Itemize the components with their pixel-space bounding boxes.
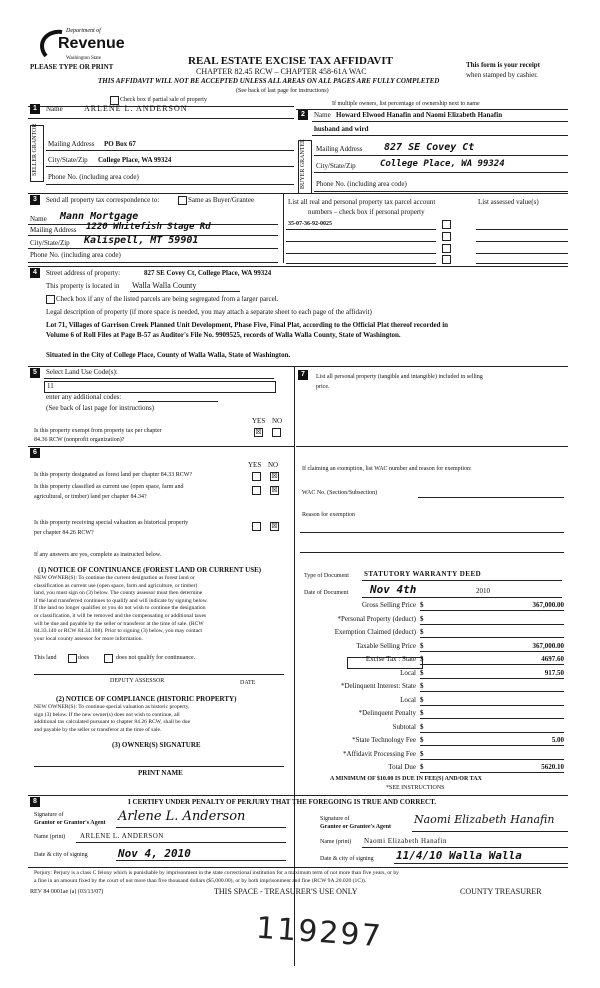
- current-use-question-2: agricultural, or timber) land per chapter 84.34?: [34, 494, 147, 500]
- send-correspondence-label: Send all property tax correspondence to:: [46, 196, 160, 204]
- notice-line: will be due and payable by the seller or transferor at the time of sale. (RCW: [34, 620, 204, 627]
- mail-name: Mann Mortgage: [60, 211, 139, 222]
- land-does-not-checkbox[interactable]: [104, 654, 113, 663]
- claim-exemption-label: If claiming an exemption, list WAC number and reason for exemption:: [302, 466, 472, 472]
- exempt-no-checkbox[interactable]: [272, 428, 281, 437]
- notice-continuance-title: (1) NOTICE OF CONTINUANCE (FOREST LAND OR CURRENT USE): [38, 566, 262, 574]
- tax-row-value: 367,000.00: [532, 641, 564, 650]
- tax-row: [296, 614, 564, 626]
- tax-row-dollar: $: [420, 749, 424, 758]
- notice-line: NEW OWNER(S): To continue special valuation as historic property,: [34, 704, 190, 710]
- tax-row: [296, 600, 564, 612]
- s6-yes-header: YES: [248, 461, 262, 469]
- buyer-name-2: husband and wird: [314, 125, 369, 133]
- this-land-label: This land: [34, 655, 57, 661]
- buyer-phone-label: Phone No. (including area code): [316, 180, 407, 188]
- personal-property-label-1: List all personal property (tangible and intangible) included in selling: [316, 374, 483, 380]
- notice-line: classification as current use (open space, farm and agriculture, or timber): [34, 582, 198, 589]
- document-date: Nov 4th: [370, 583, 417, 596]
- legal-description-label: Legal description of property (if more space is needed, you may attach a separate sheet to each page of the affidavit): [46, 308, 372, 316]
- grantee-print-name: Naomi Elizabeth Hanafin: [364, 837, 448, 845]
- historic-yes-checkbox[interactable]: [252, 522, 261, 531]
- exempt-yes-checkbox[interactable]: ☒: [255, 428, 262, 436]
- located-label: This property is located in: [46, 282, 120, 290]
- tax-row: [296, 735, 564, 747]
- multiple-owners-note: If multiple owners, list percentage of ownership next to name: [332, 101, 480, 107]
- tax-row: [296, 668, 564, 680]
- logo-name: Revenue: [58, 35, 125, 52]
- parcel-2-personal-checkbox[interactable]: [442, 232, 451, 241]
- tax-row-value: 367,000.00: [532, 601, 564, 609]
- notice-line: and payable by the seller or transferor at the time of sale.: [34, 726, 162, 733]
- additional-codes-label: enter any additional codes:: [46, 393, 122, 401]
- parcel-number: 35-07-36-92-0025: [288, 221, 332, 227]
- situated-line: Situated in the City of College Place, County of Walla Walla, State of Washington.: [46, 351, 291, 359]
- s5-yes-header: YES: [252, 417, 266, 425]
- mail-address: 1220 Whitefish Stage Rd: [86, 222, 211, 232]
- buyer-name-1: Howard Elwood Hanafin and Naomi Elizabeth Hanafin: [336, 111, 503, 119]
- exempt-question-1: Is this property exempt from property tax per chapter: [34, 428, 162, 434]
- grantor-date-city: Nov 4, 2010: [118, 847, 191, 860]
- tax-row: [296, 641, 564, 653]
- tax-row-label: Taxable Selling Price: [356, 641, 416, 650]
- document-date-label: Date of Document: [304, 590, 349, 596]
- logo-dept: Department of: [66, 28, 101, 34]
- receipt-note-1: This form is your receipt: [466, 61, 541, 69]
- buyer-side-label-box: [298, 140, 312, 194]
- tax-row-dollar: $: [420, 641, 424, 650]
- notice-line: NEW OWNER(S): To continue the current designation as forest land or: [34, 575, 195, 581]
- street-address-label: Street address of property:: [46, 269, 121, 277]
- notice-line: sign (3) below. If the new owner(s) does not wish to continue, all: [34, 711, 180, 718]
- certify-statement: I CERTIFY UNDER PENALTY OF PERJURY THAT THE FOREGOING IS TRUE AND CORRECT.: [128, 798, 437, 806]
- parcel-list-label-1: List all real and personal property tax parcel account: [288, 198, 436, 206]
- same-as-buyer-checkbox[interactable]: [178, 196, 187, 205]
- county-treasurer-label: COUNTY TREASURER: [460, 887, 542, 896]
- tax-row: [296, 681, 564, 693]
- grantee-signature-label-1: Signature of: [320, 816, 350, 822]
- legal-description-2: Volume 6 of Roll Files at Page B-57 as Auditor's File No. 9909525, records of Walla Walla County, State of Washington.: [46, 331, 401, 339]
- land-use-value: 11: [47, 382, 54, 390]
- logo-sub: Washington State: [66, 56, 102, 61]
- grantor-print-label: Name (print): [34, 834, 66, 840]
- wac-number-label: WAC No. (Section/Subsection): [302, 490, 378, 496]
- land-use-label: Select Land Use Code(s):: [46, 368, 118, 376]
- tax-row-label: Excise Tax : State: [365, 655, 416, 663]
- notice-line: 84.33.140 or RCW 84.34.108). Prior to signing (3) below, you may contact: [34, 628, 203, 635]
- receipt-note-2: when stamped by cashier.: [466, 71, 538, 79]
- grantor-signature-label-1: Signature of: [34, 812, 64, 818]
- section-4-number: 4: [30, 268, 40, 278]
- tax-row-value: 5620.10: [541, 763, 564, 771]
- seller-mail: PO Box 67: [104, 140, 136, 148]
- tax-row: [296, 722, 564, 734]
- treasurer-space-label: THIS SPACE - TREASURER'S USE ONLY: [214, 887, 358, 896]
- parcel-4-personal-checkbox[interactable]: [442, 255, 451, 264]
- perjury-notice-2: a fine in an amount fixed by the court of not more than five thousand dollars ($5,000.00), or by both imprisonment and fine (RCW 9A.20.020 (1C)).: [34, 878, 367, 884]
- notice-line: if the land transferred continues to qualify and will indicate by signing below.: [34, 597, 208, 604]
- land-does-checkbox[interactable]: [68, 654, 77, 663]
- notice-compliance-title: (2) NOTICE OF COMPLIANCE (HISTORIC PROPERTY): [56, 695, 237, 703]
- grantor-signature-label-2: Grantor or Grantor's Agent: [34, 820, 106, 826]
- tax-row-value: 4697.60: [541, 655, 564, 663]
- excise-tax-box: [347, 657, 423, 669]
- land-does-label: does: [78, 655, 89, 661]
- mail-phone-label: Phone No. (including area code): [30, 251, 121, 259]
- forest-yes-checkbox[interactable]: [252, 472, 261, 481]
- buyer-city: College Place, WA 99324: [380, 159, 505, 169]
- notice-line: or classification, it will be removed and the compensating or additional taxes: [34, 613, 207, 619]
- street-address: 827 SE Covey Ct, College Place, WA 99324: [144, 269, 272, 277]
- buyer-name-label: Name: [314, 111, 331, 119]
- tax-row-dollar: $: [420, 722, 424, 731]
- parcel-list-label-2: numbers – check box if personal property: [308, 208, 425, 216]
- seller-city: College Place, WA 99324: [98, 156, 172, 164]
- mail-address-label: Mailing Address: [30, 226, 77, 234]
- section-7-number: 7: [298, 370, 308, 380]
- mail-city: Kalispell, MT 59901: [84, 235, 199, 246]
- s6-no-header: NO: [268, 461, 279, 469]
- seller-mail-label: Mailing Address: [48, 140, 95, 148]
- seller-side-label: SELLER GRANTOR: [32, 123, 38, 176]
- deputy-assessor-label: DEPUTY ASSESSOR: [110, 678, 165, 684]
- grantee-signature-label-2: Grantee or Grantee's Agent: [320, 824, 392, 830]
- tax-row: [296, 627, 564, 639]
- tax-row-value: 5.00: [551, 736, 564, 744]
- tax-row-label: *Personal Property (deduct): [337, 614, 416, 623]
- current-use-question-1: Is this property classified as current use (open space, farm and: [34, 484, 184, 490]
- buyer-mail: 827 SE Covey Ct: [384, 142, 475, 153]
- historic-no-checkbox[interactable]: ☒: [271, 522, 278, 530]
- handwritten-number: 119297: [254, 910, 384, 955]
- tax-row-label: Subtotal: [392, 722, 416, 731]
- form-number: REV 84 0001ae (a) (03/13/07): [30, 889, 104, 895]
- tax-row-dollar: $: [420, 682, 424, 690]
- seller-side-label-box: [30, 125, 44, 182]
- tax-row-label: Gross Selling Price: [361, 601, 416, 609]
- form-warning: THIS AFFIDAVIT WILL NOT BE ACCEPTED UNLESS ALL AREAS ON ALL PAGES ARE FULLY COMPLETED: [98, 77, 440, 85]
- assessor-date-label: DATE: [240, 680, 256, 686]
- tax-row: [296, 749, 564, 761]
- seller-city-label: City/State/Zip: [48, 156, 88, 164]
- tax-row-dollar: $: [420, 709, 424, 717]
- section-3-number: 3: [30, 195, 40, 205]
- current-use-no-checkbox[interactable]: ☒: [271, 486, 278, 494]
- grantee-date-city-label: Date & city of signing: [320, 856, 374, 862]
- form-title: REAL ESTATE EXCISE TAX AFFIDAVIT: [188, 55, 393, 67]
- s5-no-header: NO: [272, 417, 283, 425]
- tax-row-dollar: $: [420, 655, 424, 663]
- tax-row-dollar: $: [420, 601, 424, 609]
- section-8-number: 8: [30, 797, 40, 807]
- personal-property-label-2: price.: [316, 384, 330, 390]
- historic-question-2: per chapter 84.26 RCW?: [34, 530, 94, 536]
- tax-row-label: *Delinquent Penalty: [358, 709, 416, 717]
- buyer-side-label: BUYER GRANTEE: [300, 139, 306, 189]
- seller-phone-label: Phone No. (including area code): [48, 173, 139, 181]
- document-year: 2010: [476, 587, 490, 595]
- if-any-yes-note: If any answers are yes, complete as instructed below.: [34, 552, 162, 558]
- see-back-land-use: (See back of last page for instructions): [46, 404, 155, 412]
- tax-row: [296, 762, 564, 774]
- seller-name-label: Name: [46, 105, 63, 113]
- partial-sale-label: Check box if partial sale of property: [120, 97, 207, 103]
- forest-no-checkbox[interactable]: ☒: [271, 472, 278, 480]
- print-name-label: PRINT NAME: [138, 769, 183, 777]
- same-as-buyer-label: Same as Buyer/Grantee: [188, 196, 255, 204]
- tax-row-label: *Affidavit Processing Fee: [343, 749, 416, 758]
- section-6-number: 6: [30, 448, 40, 458]
- notice-line: land, you must sign on (3) below. The county assessor must then determine: [34, 590, 203, 597]
- county-name: Walla Walla County: [132, 281, 197, 290]
- please-type: PLEASE TYPE OR PRINT: [30, 63, 114, 71]
- grantee-signature: Naomi Elizabeth Hanafin: [414, 813, 555, 826]
- tax-row-label: *State Technology Fee: [352, 736, 416, 744]
- grantor-print-name: ARLENE L. ANDERSON: [80, 832, 164, 840]
- historic-question-1: Is this property receiving special valuation as historical property: [34, 520, 189, 526]
- tax-row-value: 917.50: [544, 668, 564, 677]
- buyer-city-label: City/State/Zip: [316, 162, 356, 170]
- section-5-number: 5: [30, 368, 40, 378]
- current-use-yes-checkbox[interactable]: [252, 486, 261, 495]
- revenue-logo: [36, 26, 125, 66]
- forest-question: Is this property designated as forest land per chapter 84.33 RCW?: [34, 472, 193, 478]
- tax-row-dollar: $: [420, 614, 424, 623]
- tax-row: [296, 695, 564, 707]
- grantor-date-city-label: Date & city of signing: [34, 852, 88, 858]
- grantee-date-city: 11/4/10 Walla Walla: [396, 849, 522, 862]
- tax-row: [296, 708, 564, 720]
- tax-row-label: Total Due: [388, 763, 416, 771]
- notice-line: additional tax calculated pursuant to chapter 84.26 RCW, shall be due: [34, 719, 191, 726]
- notice-line: If the land no longer qualifies or you do not wish to continue the designation: [34, 605, 206, 612]
- perjury-notice-1: Perjury: Perjury is a class C felony which is punishable by imprisonment in the state correctional institution for a maximum term of not more than five years, or by: [34, 870, 399, 876]
- parcel-3-personal-checkbox[interactable]: [442, 244, 451, 253]
- tax-row-dollar: $: [420, 736, 424, 744]
- tax-row-label: Local: [400, 668, 416, 677]
- legal-description-1: Lot 71, Villages of Garrison Creek Planned Unit Development, Phase Five, Final Plat, according to the Official Plat thereof recorded in: [46, 321, 449, 329]
- tax-row: [296, 654, 564, 666]
- tax-row-dollar: $: [420, 628, 424, 636]
- segregation-label: Check box if any of the listed parcels are being segregated from a larger parcel.: [56, 295, 279, 303]
- assessed-value-label: List assessed value(s): [478, 198, 539, 206]
- land-does-not-label: does not qualify for continuance.: [116, 655, 196, 661]
- tax-calculation-table: [296, 598, 564, 778]
- tax-row-dollar: $: [420, 695, 424, 704]
- land-use-input[interactable]: [44, 381, 276, 393]
- tax-row-dollar: $: [420, 763, 424, 771]
- tax-row-label: Local: [400, 695, 416, 704]
- document-type-label: Type of Document: [304, 573, 349, 579]
- segregation-checkbox[interactable]: [46, 295, 55, 304]
- grantor-signature: Arlene L. Anderson: [118, 809, 246, 824]
- exemption-reason-label: Reason for exemption: [302, 512, 355, 518]
- exempt-question-2: 84.36 RCW (nonprofit organization)?: [34, 437, 125, 443]
- owner-signature-label: (3) OWNER(S) SIGNATURE: [112, 741, 201, 749]
- tax-row-label: *Delinquent Interest: State: [340, 682, 416, 690]
- form-chapter: CHAPTER 82.45 RCW – CHAPTER 458-61A WAC: [196, 67, 367, 76]
- grantee-print-label: Name (print): [320, 839, 352, 845]
- seller-name: ARLENE L. ANDERSON: [84, 104, 188, 113]
- see-instructions-note: *SEE INSTRUCTIONS: [386, 785, 445, 791]
- notice-line: your local county assessor for more information.: [34, 635, 143, 642]
- mail-name-label: Name: [30, 215, 47, 223]
- see-back-instructions: (See back of last page for instructions): [236, 88, 329, 94]
- section-2-number: 2: [298, 110, 308, 120]
- parcel-1-personal-checkbox[interactable]: [442, 220, 451, 229]
- buyer-mail-label: Mailing Address: [316, 145, 363, 153]
- mail-city-label: City/State/Zip: [30, 239, 70, 247]
- tax-row-dollar: $: [420, 668, 424, 677]
- document-type: STATUTORY WARRANTY DEED: [364, 570, 482, 578]
- tax-row-label: Exemption Claimed (deduct): [334, 628, 416, 636]
- minimum-due-note: A MINIMUM OF $10.00 IS DUE IN FEE(S) AND/OR TAX: [330, 776, 482, 782]
- section-1-number: 1: [30, 104, 40, 114]
